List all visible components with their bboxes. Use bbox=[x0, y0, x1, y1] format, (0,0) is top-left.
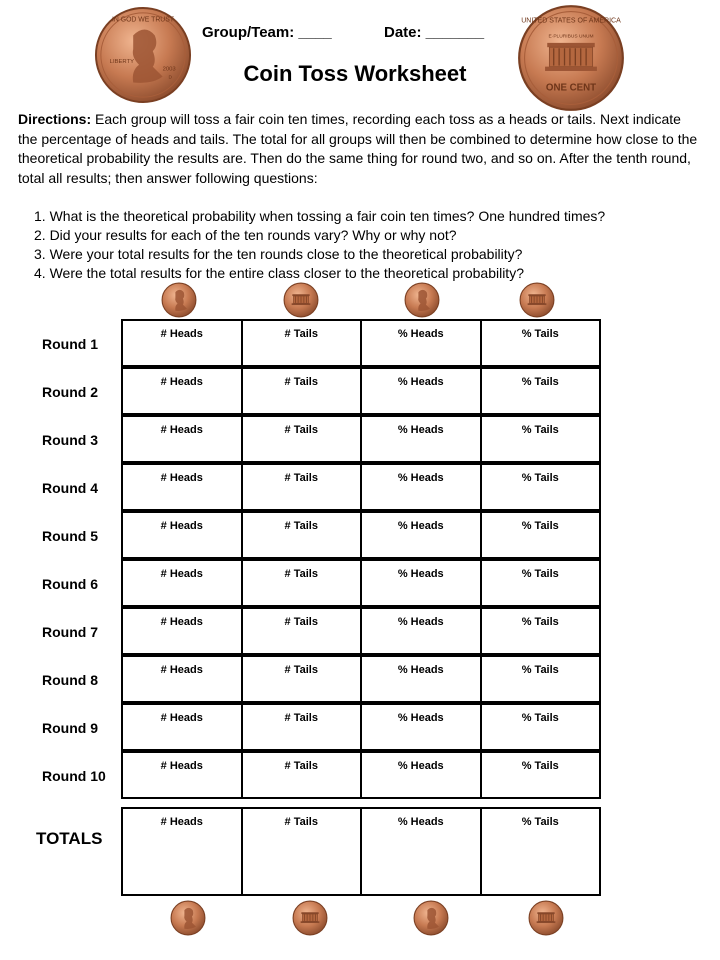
round-2-label: Round 2 bbox=[42, 384, 98, 400]
round-3-cell[interactable]: % Heads bbox=[362, 417, 482, 461]
round-10-label: Round 10 bbox=[42, 768, 106, 784]
round-9-cell[interactable]: % Tails bbox=[521, 712, 559, 724]
round-1-cell[interactable]: # Heads bbox=[123, 321, 243, 365]
penny-heads-icon bbox=[404, 282, 440, 318]
round-2-cell[interactable]: % Tails bbox=[521, 376, 559, 388]
totals-row bbox=[121, 807, 601, 896]
question-list bbox=[34, 207, 714, 283]
round-8-cell[interactable]: % Heads bbox=[362, 657, 482, 701]
round-5-cell[interactable]: % Heads bbox=[362, 513, 482, 557]
totals-cell[interactable]: % Heads bbox=[362, 809, 482, 894]
round-4-cell[interactable]: # Tails bbox=[243, 465, 363, 509]
round-3-label: Round 3 bbox=[42, 432, 98, 448]
penny-heads-icon bbox=[170, 899, 206, 937]
question-1: 1. What is the theoretical probability when tossing a fair coin ten times? One hundred times? bbox=[34, 208, 606, 224]
penny-tails-icon bbox=[517, 4, 625, 112]
directions bbox=[18, 110, 703, 188]
round-6-cell[interactable]: # Tails bbox=[243, 561, 363, 605]
round-4-row bbox=[121, 463, 601, 511]
round-9-cell[interactable]: # Heads bbox=[123, 705, 243, 749]
round-2-row bbox=[121, 367, 601, 415]
round-6-cell[interactable]: % Heads bbox=[362, 561, 482, 605]
round-6-label: Round 6 bbox=[42, 576, 98, 592]
penny-heads-icon bbox=[413, 899, 449, 937]
round-3-cell[interactable]: % Tails bbox=[521, 424, 559, 436]
round-8-label: Round 8 bbox=[42, 672, 98, 688]
round-4-cell[interactable]: % Tails bbox=[521, 472, 559, 484]
round-5-row bbox=[121, 511, 601, 559]
svg-text:UNITED STATES OF AMERICA: UNITED STATES OF AMERICA bbox=[521, 17, 621, 25]
round-3-cell[interactable]: # Tails bbox=[243, 417, 363, 461]
round-7-row bbox=[121, 607, 601, 655]
coin-motto: IN GOD WE TRUST bbox=[112, 16, 174, 24]
round-6-cell[interactable]: # Heads bbox=[123, 561, 243, 605]
page-title: Coin Toss Worksheet bbox=[243, 61, 467, 86]
round-5-cell[interactable]: # Tails bbox=[243, 513, 363, 557]
penny-tails-icon bbox=[519, 282, 555, 318]
round-2-cell[interactable]: # Heads bbox=[123, 369, 243, 413]
totals-cell[interactable]: % Tails bbox=[521, 816, 559, 828]
penny-tails-icon bbox=[283, 282, 319, 318]
round-10-row bbox=[121, 751, 601, 799]
round-8-cell[interactable]: # Heads bbox=[123, 657, 243, 701]
question-2: 2. Did your results for each of the ten rounds vary? Why or why not? bbox=[34, 227, 457, 243]
round-8-cell[interactable]: # Tails bbox=[243, 657, 363, 701]
totals-label: TOTALS bbox=[36, 829, 103, 848]
round-7-cell[interactable]: % Tails bbox=[521, 616, 559, 628]
round-2-cell[interactable]: # Tails bbox=[243, 369, 363, 413]
round-9-cell[interactable]: # Tails bbox=[243, 705, 363, 749]
round-6-row bbox=[121, 559, 601, 607]
round-4-label: Round 4 bbox=[42, 480, 98, 496]
svg-text:ONE CENT: ONE CENT bbox=[545, 82, 597, 94]
round-9-label: Round 9 bbox=[42, 720, 98, 736]
group-team-field[interactable]: Group/Team: ____ bbox=[202, 24, 332, 41]
round-10-cell[interactable]: % Tails bbox=[521, 760, 559, 772]
round-9-row bbox=[121, 703, 601, 751]
totals-cell[interactable]: # Heads bbox=[123, 809, 243, 894]
svg-text:2003: 2003 bbox=[162, 66, 176, 73]
totals-cell[interactable]: # Tails bbox=[243, 809, 363, 894]
round-6-cell[interactable]: % Tails bbox=[521, 568, 559, 580]
round-10-cell[interactable]: % Heads bbox=[362, 753, 482, 797]
round-4-cell[interactable]: # Heads bbox=[123, 465, 243, 509]
round-3-cell[interactable]: # Heads bbox=[123, 417, 243, 461]
round-7-cell[interactable]: % Heads bbox=[362, 609, 482, 653]
round-1-cell[interactable]: % Tails bbox=[521, 328, 559, 340]
round-8-row bbox=[121, 655, 601, 703]
round-1-cell[interactable]: # Tails bbox=[243, 321, 363, 365]
round-1-cell[interactable]: % Heads bbox=[362, 321, 482, 365]
penny-heads-icon bbox=[161, 282, 197, 318]
round-9-cell[interactable]: % Heads bbox=[362, 705, 482, 749]
svg-text:LIBERTY: LIBERTY bbox=[109, 58, 135, 65]
penny-tails-icon bbox=[292, 899, 328, 937]
round-2-cell[interactable]: % Heads bbox=[362, 369, 482, 413]
penny-tails-icon bbox=[528, 899, 564, 937]
round-3-row bbox=[121, 415, 601, 463]
penny-heads-icon bbox=[94, 6, 192, 104]
round-7-cell[interactable]: # Tails bbox=[243, 609, 363, 653]
round-8-cell[interactable]: % Tails bbox=[521, 664, 559, 676]
svg-text:E·PLURIBUS UNUM: E·PLURIBUS UNUM bbox=[548, 34, 594, 40]
date-field[interactable]: Date: _______ bbox=[384, 24, 485, 41]
question-4: 4. Were the total results for the entire class closer to the theoretical probability? bbox=[34, 265, 524, 281]
round-7-label: Round 7 bbox=[42, 624, 98, 640]
round-10-cell[interactable]: # Tails bbox=[243, 753, 363, 797]
directions-lead: Directions: bbox=[18, 111, 92, 127]
round-10-cell[interactable]: # Heads bbox=[123, 753, 243, 797]
round-4-cell[interactable]: % Heads bbox=[362, 465, 482, 509]
round-5-cell[interactable]: % Tails bbox=[521, 520, 559, 532]
round-5-cell[interactable]: # Heads bbox=[123, 513, 243, 557]
round-1-label: Round 1 bbox=[42, 336, 98, 352]
directions-text: Each group will toss a fair coin ten times, recording each toss as a heads or tails. Next indicate the percentage of heads and tails. The total for all groups will then be combined to determine how close to the theoretical probability the results are. Then do the same thing for round two, and so on. After the tenth round, total all results; then answer following questions: bbox=[18, 111, 698, 186]
round-5-label: Round 5 bbox=[42, 528, 98, 544]
svg-text:D: D bbox=[168, 75, 173, 81]
round-7-cell[interactable]: # Heads bbox=[123, 609, 243, 653]
round-1-row bbox=[121, 319, 601, 367]
question-3: 3. Were your total results for the ten rounds close to the theoretical probability? bbox=[34, 246, 523, 262]
